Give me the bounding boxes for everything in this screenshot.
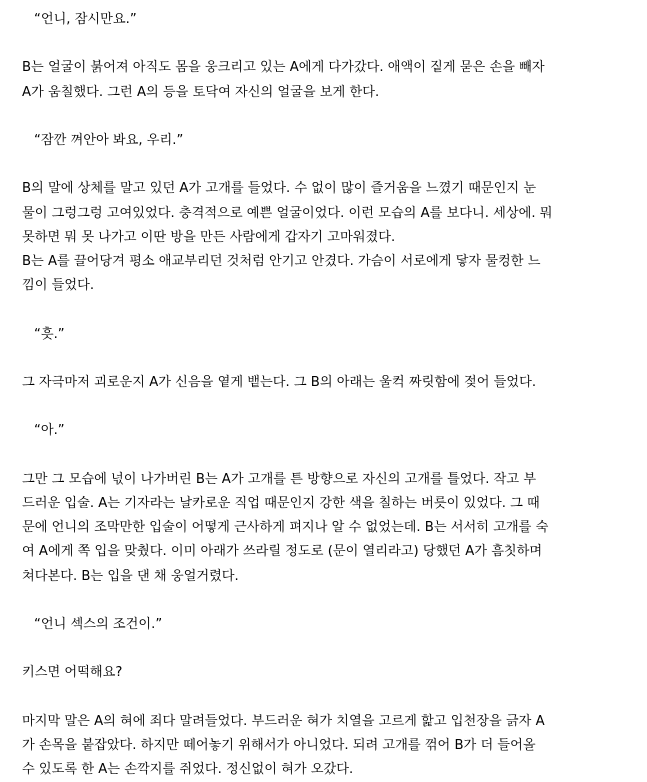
text-line: B의 말에 상체를 말고 있던 A가 고개를 들었다. 수 없이 많이 즐거움을 느꼈기 때문인지 눈: [22, 181, 537, 197]
paragraph-gap: [22, 153, 625, 177]
text-line: B는 A를 끌어당겨 평소 애교부리던 것처럼 안기고 안겼다. 가슴이 서로에게 닿자 물컹한 느: [22, 253, 541, 269]
dialogue-paragraph: [22, 129, 625, 153]
paragraph-gap: [22, 637, 625, 661]
narration-paragraph: [22, 177, 625, 298]
paragraph-gap: [22, 686, 625, 710]
paragraph-gap: [22, 395, 625, 419]
text-line: 마지막 말은 A의 혀에 죄다 말려들었다. 부드러운 혀가 치열을 고르게 핥고 입천장을 긁자 A: [22, 713, 545, 729]
text-line: “아.”: [34, 423, 65, 439]
text-line: 낌이 들었다.: [22, 278, 95, 294]
paragraph-gap: [22, 347, 625, 371]
narration-paragraph: [22, 56, 625, 104]
dialogue-paragraph: [22, 613, 625, 637]
paragraph-gap: [22, 589, 625, 613]
narration-paragraph: [22, 371, 625, 395]
text-line: 문에 언니의 조막만한 입술이 어떻게 근사하게 펴지나 알 수 없었는데. B는 서서히 고개를 숙: [22, 520, 549, 536]
text-line: “잠깐 껴안아 봐요, 우리.”: [34, 132, 184, 148]
text-line: 그 자극마저 괴로운지 A가 신음을 옅게 뱉는다. 그 B의 아래는 울컥 짜릿함에 젖어 들었다.: [22, 374, 537, 390]
text-line: “언니 섹스의 조건이.”: [34, 616, 163, 632]
paragraph-gap: [22, 105, 625, 129]
dialogue-paragraph: [22, 323, 625, 347]
narration-paragraph: [22, 661, 625, 685]
text-line: “흣.”: [34, 326, 65, 342]
text-line: 드러운 입술. A는 기자라는 날카로운 직업 때문인지 강한 색을 칠하는 버릇이 있었다. 그 때: [22, 495, 540, 511]
dialogue-paragraph: [22, 419, 625, 443]
text-line: “언니, 잠시만요.”: [34, 12, 137, 27]
text-line: 못하면 뭐 못 나가고 이딴 방을 만든 사람에게 갑자기 고마워졌다.: [22, 229, 396, 245]
narration-paragraph: [22, 468, 625, 589]
text-line: 가 손목을 붙잡았다. 하지만 떼어놓기 위해서가 아니었다. 되려 고개를 꺾어 B가 더 들어올: [22, 737, 536, 753]
paragraph-gap: [22, 298, 625, 322]
text-line: 수 있도록 한 A는 손깍지를 쥐었다. 정신없이 혀가 오갔다.: [22, 762, 354, 778]
text-line: 키스면 어떡해요?: [22, 665, 123, 681]
text-line: 여 A에게 쪽 입을 맞췄다. 이미 아래가 쓰라릴 정도로 (문이 열리라고) 당했던 A가 흠칫하며: [22, 544, 543, 560]
narration-paragraph: [22, 710, 625, 782]
text-line: 쳐다본다. B는 입을 댄 채 웅얼거렸다.: [22, 568, 239, 584]
text-line: 물이 그렁그렁 고여있었다. 충격적으로 예쁜 얼굴이었다. 이런 모습의 A를 보다니. 세상에. 뭐: [22, 205, 553, 221]
text-line: B는 얼굴이 붉어져 아직도 몸을 웅크리고 있는 A에게 다가갔다. 애액이 짙게 묻은 손을 빼자: [22, 60, 545, 76]
paragraph-gap: [22, 32, 625, 56]
text-line: 그만 그 모습에 넋이 나가버린 B는 A가 고개를 튼 방향으로 자신의 고개를 틀었다. 작고 부: [22, 471, 537, 487]
dialogue-paragraph: [22, 8, 625, 32]
text-line: A가 움칠했다. 그런 A의 등을 토닥여 자신의 얼굴을 보게 한다.: [22, 84, 380, 100]
paragraph-gap: [22, 444, 625, 468]
